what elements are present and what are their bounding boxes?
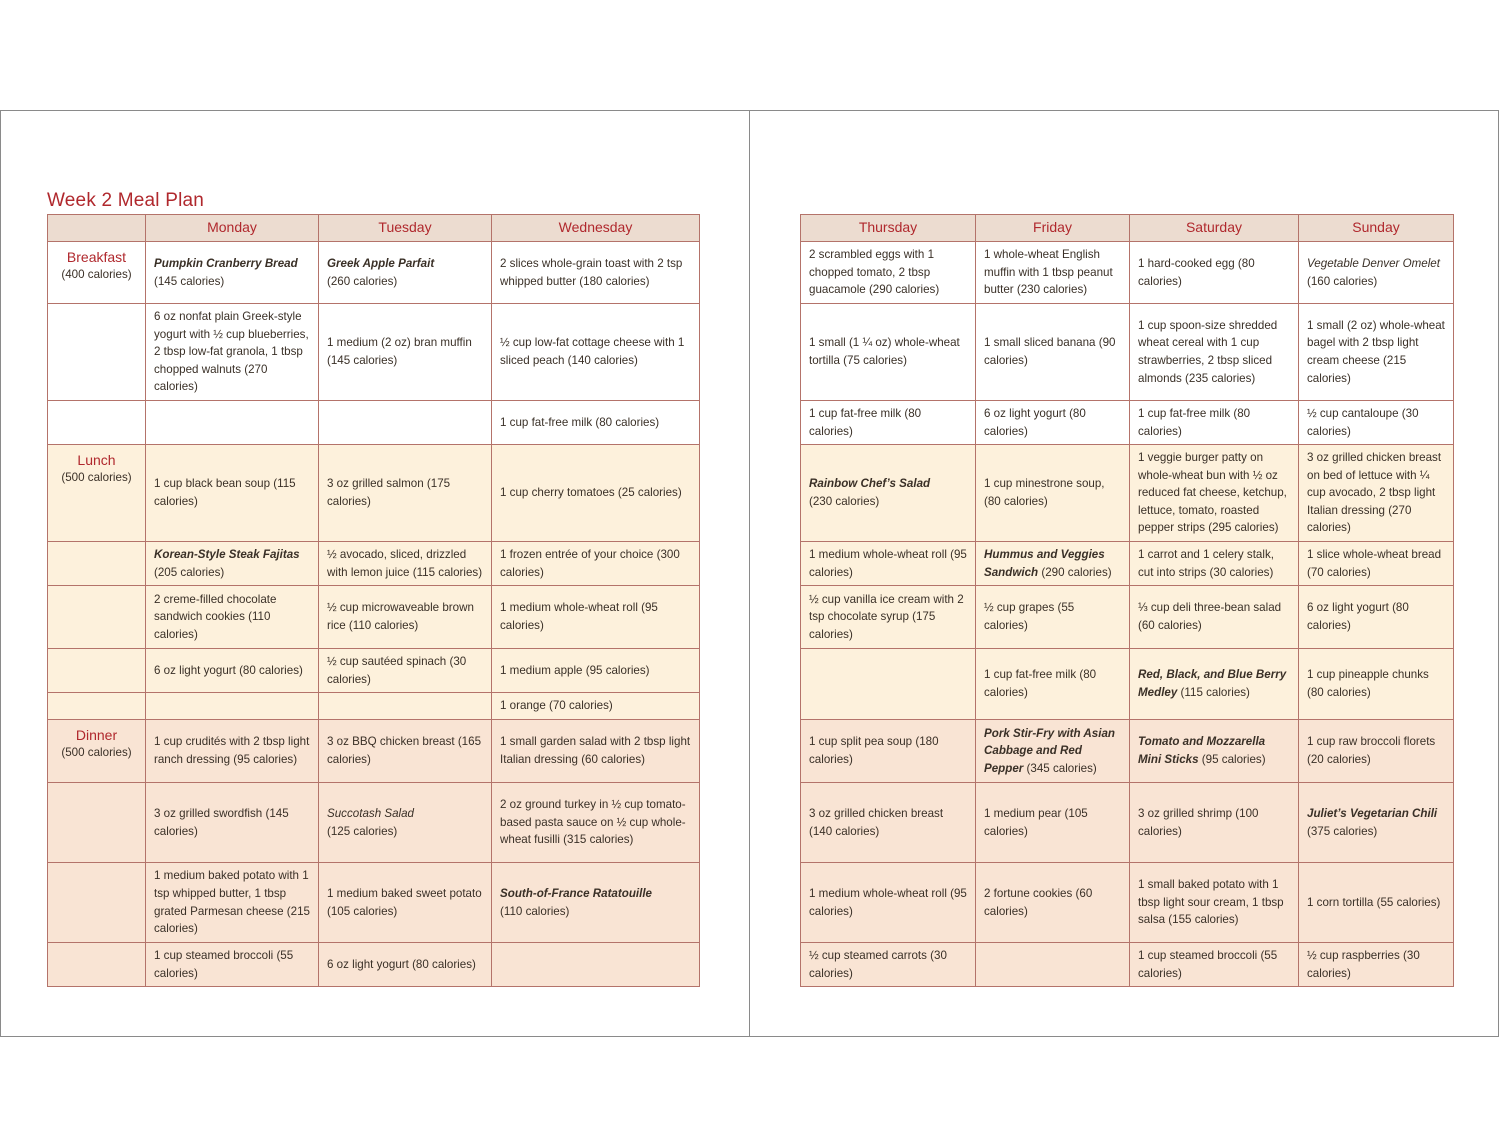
recipe-name: Juliet’s Vegetarian Chili: [1307, 806, 1438, 820]
meal-item-text: 1 small (1 ¼ oz) whole-wheat tortilla (75 calories): [809, 336, 960, 367]
meal-cell: [319, 649, 492, 693]
meal-label: Lunch: [77, 452, 116, 468]
meal-item-text: 1 corn tortilla (55 calories): [1307, 895, 1441, 909]
day-header-friday: Friday: [976, 215, 1130, 242]
meal-item-text: 1 medium (2 oz) bran muffin (145 calories): [327, 336, 472, 367]
meal-cell: [1130, 783, 1299, 863]
meal-cell: [1299, 720, 1454, 783]
calories-text: (205 calories): [154, 565, 225, 579]
meal-cell: [146, 693, 319, 720]
meal-item-text: 1 whole-wheat English muffin with 1 tbsp peanut butter (230 calories): [984, 248, 1113, 297]
meal-cell: [801, 649, 976, 720]
meal-item-text: ⅓ cup deli three-bean salad (60 calories): [1138, 601, 1282, 632]
meal-item-text: 1 cup split pea soup (180 calories): [809, 735, 939, 766]
page-title: Week 2 Meal Plan: [47, 190, 205, 211]
calories-text: (115 calories): [1180, 686, 1250, 699]
meal-cell: [1130, 304, 1299, 401]
day-header-wednesday: Wednesday: [492, 215, 700, 242]
meal-cell: [1130, 242, 1299, 304]
meal-item-text: 1 cup steamed broccoli (55 calories): [1138, 948, 1278, 980]
meal-item-text: 1 cup minestrone soup, (80 calories): [984, 477, 1105, 508]
page-gutter: [749, 110, 750, 1037]
meal-cell: [801, 304, 976, 401]
meal-cell: [492, 445, 700, 542]
meal-item-text: 1 cup fat-free milk (80 calories): [984, 668, 1097, 699]
meal-cell: [1299, 943, 1454, 987]
meal-cell: [319, 445, 492, 542]
meal-label-cell-empty: [48, 304, 146, 401]
meal-label-cell: [48, 242, 146, 304]
meal-plan-table-left: [47, 214, 700, 987]
meal-cell: [492, 943, 700, 987]
meal-item-text: 1 medium pear (105 calories): [984, 806, 1088, 838]
meal-label-cell-empty: [48, 649, 146, 693]
meal-row: [801, 542, 1454, 586]
meal-item-text: 6 oz light yogurt (80 calories): [327, 957, 476, 971]
meal-cell: [492, 542, 700, 586]
meal-cell: [492, 242, 700, 304]
meal-item-text: ½ cup raspberries (30 calories): [1307, 948, 1420, 980]
meal-item-text: 6 oz light yogurt (80 calories): [984, 406, 1086, 438]
meal-cell: [801, 783, 976, 863]
meal-item-text: 1 small (2 oz) whole-wheat bagel with 2 tbsp light cream cheese (215 calories): [1307, 318, 1445, 385]
meal-cell: [146, 586, 319, 649]
meal-cell: [1299, 783, 1454, 863]
meal-cell: [146, 783, 319, 863]
meal-item-text: 1 cup spoon-size shredded wheat cereal with 1 cup strawberries, 2 tbsp sliced almonds (235 calories): [1138, 318, 1278, 385]
meal-item-text: 1 small garden salad with 2 tbsp light Italian dressing (60 calories): [500, 735, 691, 766]
meal-cell: [146, 242, 319, 304]
day-header-tuesday: Tuesday: [319, 215, 492, 242]
meal-cell: [146, 649, 319, 693]
meal-item-text: 1 cup raw broccoli florets (20 calories): [1307, 735, 1436, 766]
meal-item-text: 1 medium whole-wheat roll (95 calories): [500, 601, 658, 632]
meal-row: [801, 943, 1454, 987]
meal-item-text: 1 medium whole-wheat roll (95 calories): [809, 886, 967, 918]
meal-item-text: 2 slices whole-grain toast with 2 tsp whipped butter (180 calories): [500, 256, 683, 288]
meal-cell: [1130, 863, 1299, 943]
meal-cell: [492, 401, 700, 445]
meal-cell: [146, 542, 319, 586]
meal-item-text: 1 hard-cooked egg (80 calories): [1138, 256, 1255, 288]
meal-cell: [319, 401, 492, 445]
meal-cell: [146, 401, 319, 445]
meal-item-text: 2 oz ground turkey in ½ cup tomato-based pasta sauce on ½ cup whole-wheat fusilli (315 calories): [500, 798, 686, 847]
meal-cell: [1130, 445, 1299, 542]
meal-cell: [319, 720, 492, 783]
meal-calorie-target: (400 calories): [61, 268, 132, 281]
meal-row: [48, 720, 700, 783]
meal-item-text: ½ cup vanilla ice cream with 2 tsp chocolate syrup (175 calories): [809, 592, 964, 641]
meal-cell: [976, 783, 1130, 863]
calories-text: (290 calories): [1041, 565, 1112, 579]
meal-item-text: 1 slice whole-wheat bread (70 calories): [1307, 547, 1442, 579]
meal-item-text: 1 cup fat-free milk (80 calories): [1138, 406, 1251, 438]
meal-cell: [319, 943, 492, 987]
recipe-name: Pumpkin Cranberry Bread: [154, 256, 298, 270]
meal-cell: [1299, 649, 1454, 720]
meal-cell: [492, 586, 700, 649]
meal-cell: [801, 586, 976, 649]
meal-item-text: 1 medium apple (95 calories): [500, 663, 650, 677]
meal-label-cell-empty: [48, 943, 146, 987]
day-header-sunday: Sunday: [1299, 215, 1454, 242]
calories-text: (230 calories): [809, 495, 880, 508]
meal-cell: [146, 445, 319, 542]
meal-item-text: 6 oz nonfat plain Greek-style yogurt with ½ cup blueberries, 2 tbsp low-fat granola, 1 tbsp chopped walnuts (270 calories): [154, 310, 309, 394]
meal-cell: [492, 863, 700, 943]
meal-row: [48, 693, 700, 720]
meal-item-text: 1 cup fat-free milk (80 calories): [809, 406, 922, 438]
meal-cell: [319, 304, 492, 401]
meal-cell: [1299, 586, 1454, 649]
calories-text: (110 calories): [500, 904, 570, 918]
meal-item-text: 3 oz grilled swordfish (145 calories): [154, 806, 289, 838]
meal-item-text: 3 oz grilled salmon (175 calories): [327, 477, 451, 508]
meal-row: [801, 586, 1454, 649]
meal-cell: [492, 693, 700, 720]
meal-cell: [1130, 943, 1299, 987]
meal-cell: [146, 304, 319, 401]
meal-cell: [319, 242, 492, 304]
meal-cell: [319, 863, 492, 943]
meal-item-text: 1 small sliced banana (90 calories): [984, 336, 1116, 367]
meal-item-text: 2 scrambled eggs with 1 chopped tomato, 2 tbsp guacamole (290 calories): [809, 248, 940, 297]
meal-cell: [492, 304, 700, 401]
meal-cell: [801, 401, 976, 445]
meal-cell: [976, 586, 1130, 649]
meal-item-text: 2 fortune cookies (60 calories): [984, 886, 1093, 918]
meal-calorie-target: (500 calories): [61, 746, 132, 759]
meal-cell: [146, 863, 319, 943]
meal-cell: [976, 445, 1130, 542]
meal-row: [48, 542, 700, 586]
calories-text: (125 calories): [327, 824, 398, 838]
meal-item-text: 1 cup crudités with 2 tbsp light ranch dressing (95 calories): [154, 735, 310, 766]
meal-cell: [1299, 304, 1454, 401]
recipe-name: Hummus and Veggies Sandwich: [984, 547, 1105, 579]
meal-cell: [492, 720, 700, 783]
meal-cell: [492, 783, 700, 863]
calories-text: (345 calories): [1026, 761, 1097, 775]
meal-row: [801, 445, 1454, 542]
meal-item-text: 1 medium baked sweet potato (105 calories): [327, 886, 482, 918]
recipe-name: South-of-France Ratatouille: [500, 886, 653, 900]
meal-row: [48, 445, 700, 542]
meal-item-text: ½ cup cantaloupe (30 calories): [1307, 406, 1419, 438]
meal-cell: [976, 943, 1130, 987]
meal-row: [48, 242, 700, 304]
meal-label-cell-empty: [48, 783, 146, 863]
calories-text: (160 calories): [1307, 274, 1378, 288]
meal-cell: [1299, 401, 1454, 445]
meal-row: [801, 242, 1454, 304]
meal-item-text: ½ cup steamed carrots (30 calories): [809, 948, 947, 980]
meal-item-text: 1 orange (70 calories): [500, 699, 613, 713]
meal-item-text: 1 veggie burger patty on whole-wheat bun with ½ oz reduced fat cheese, ketchup, lettuce, tomato, roasted pepper strips (295 calories): [1138, 451, 1287, 535]
recipe-name: Pork Stir-Fry with Asian Cabbage and Red Pepper: [984, 726, 1115, 775]
meal-label-cell: [48, 720, 146, 783]
recipe-name: Rainbow Chef’s Salad: [809, 477, 931, 491]
meal-item-text: 1 cup steamed broccoli (55 calories): [154, 948, 294, 980]
meal-item-text: 1 cup pineapple chunks (80 calories): [1307, 668, 1429, 699]
meal-item-text: ½ avocado, sliced, drizzled with lemon juice (115 calories): [327, 547, 483, 579]
meal-item-text: 1 frozen entrée of your choice (300 calories): [500, 547, 680, 579]
meal-calorie-target: (500 calories): [61, 471, 132, 484]
meal-cell: [976, 542, 1130, 586]
meal-cell: [1299, 542, 1454, 586]
meal-item-text: 6 oz light yogurt (80 calories): [154, 663, 303, 677]
meal-row: [48, 863, 700, 943]
day-header-saturday: Saturday: [1130, 215, 1299, 242]
meal-cell: [319, 783, 492, 863]
meal-item-text: 1 small baked potato with 1 tbsp light sour cream, 1 tbsp salsa (155 calories): [1138, 878, 1284, 927]
meal-item-text: ½ cup low-fat cottage cheese with 1 sliced peach (140 calories): [500, 336, 685, 367]
meal-cell: [1130, 649, 1299, 720]
meal-row: [801, 649, 1454, 720]
recipe-name: Succotash Salad: [327, 806, 415, 820]
meal-cell: [492, 649, 700, 693]
meal-label-cell-empty: [48, 542, 146, 586]
meal-item-text: 2 creme-filled chocolate sandwich cookies (110 calories): [154, 592, 277, 641]
meal-item-text: 3 oz grilled shrimp (100 calories): [1138, 806, 1259, 838]
meal-cell: [976, 863, 1130, 943]
meal-item-text: 1 cup fat-free milk (80 calories): [500, 415, 660, 429]
meal-row: [48, 943, 700, 987]
recipe-name: Red, Black, and Blue Berry Medley: [1138, 668, 1287, 699]
meal-item-text: 1 medium whole-wheat roll (95 calories): [809, 547, 967, 579]
meal-item-text: 6 oz light yogurt (80 calories): [1307, 601, 1409, 632]
meal-item-text: 1 carrot and 1 celery stalk, cut into strips (30 calories): [1138, 547, 1274, 579]
recipe-name: Korean-Style Steak Fajitas: [154, 547, 300, 561]
meal-cell: [319, 693, 492, 720]
recipe-name: Tomato and Mozzarella Mini Sticks: [1138, 735, 1266, 766]
meal-row: [801, 783, 1454, 863]
meal-row: [48, 304, 700, 401]
meal-row: [48, 649, 700, 693]
meal-cell: [146, 943, 319, 987]
meal-cell: [801, 242, 976, 304]
meal-item-text: ½ cup microwaveable brown rice (110 calories): [327, 601, 474, 632]
calories-text: (145 calories): [154, 274, 225, 288]
calories-text: (95 calories): [1201, 753, 1266, 766]
meal-cell: [976, 304, 1130, 401]
meal-cell: [801, 943, 976, 987]
meal-cell: [801, 445, 976, 542]
meal-item-text: ½ cup grapes (55 calories): [984, 601, 1075, 632]
meal-cell: [1299, 445, 1454, 542]
meal-cell: [976, 649, 1130, 720]
meal-row: [48, 783, 700, 863]
meal-cell: [319, 586, 492, 649]
calories-text: (375 calories): [1307, 824, 1378, 838]
meal-cell: [319, 542, 492, 586]
meal-cell: [801, 542, 976, 586]
meal-item-text: 3 oz BBQ chicken breast (165 calories): [327, 735, 482, 766]
meal-cell: [1299, 863, 1454, 943]
day-header-monday: Monday: [146, 215, 319, 242]
meal-cell: [976, 401, 1130, 445]
meal-item-text: 3 oz grilled chicken breast (140 calories): [809, 806, 944, 838]
meal-cell: [1299, 242, 1454, 304]
meal-cell: [1130, 542, 1299, 586]
meal-item-text: 1 cup cherry tomatoes (25 calories): [500, 486, 682, 500]
meal-row: [48, 401, 700, 445]
meal-cell: [976, 720, 1130, 783]
meal-cell: [976, 242, 1130, 304]
calories-text: (260 calories): [327, 274, 398, 288]
meal-label-cell-empty: [48, 401, 146, 445]
meal-item-text: 1 medium baked potato with 1 tsp whipped butter, 1 tbsp grated Parmesan cheese (215 calories): [154, 869, 310, 936]
meal-label-cell-empty: [48, 693, 146, 720]
meal-label-cell-empty: [48, 863, 146, 943]
meal-row: [48, 586, 700, 649]
meal-label-cell: [48, 445, 146, 542]
meal-plan-table-right: [800, 214, 1454, 987]
day-header-thursday: Thursday: [801, 215, 976, 242]
meal-cell: [1130, 586, 1299, 649]
recipe-name: Greek Apple Parfait: [327, 256, 435, 270]
meal-cell: [1130, 401, 1299, 445]
meal-item-text: ½ cup sautéed spinach (30 calories): [327, 654, 467, 686]
meal-row: [801, 863, 1454, 943]
meal-label: Breakfast: [66, 249, 127, 265]
meal-cell: [801, 720, 976, 783]
meal-row: [801, 720, 1454, 783]
meal-item-text: 1 cup black bean soup (115 calories): [154, 477, 296, 508]
meal-cell: [146, 720, 319, 783]
meal-label-cell-empty: [48, 586, 146, 649]
recipe-name: Vegetable Denver Omelet: [1307, 256, 1440, 270]
meal-row: [801, 401, 1454, 445]
meal-label: Dinner: [75, 727, 118, 743]
meal-cell: [1130, 720, 1299, 783]
corner-header: [48, 215, 146, 242]
meal-cell: [801, 863, 976, 943]
meal-item-text: 3 oz grilled chicken breast on bed of lettuce with ¼ cup avocado, 2 tbsp light Italian dressing (270 calories): [1307, 451, 1442, 535]
meal-row: [801, 304, 1454, 401]
